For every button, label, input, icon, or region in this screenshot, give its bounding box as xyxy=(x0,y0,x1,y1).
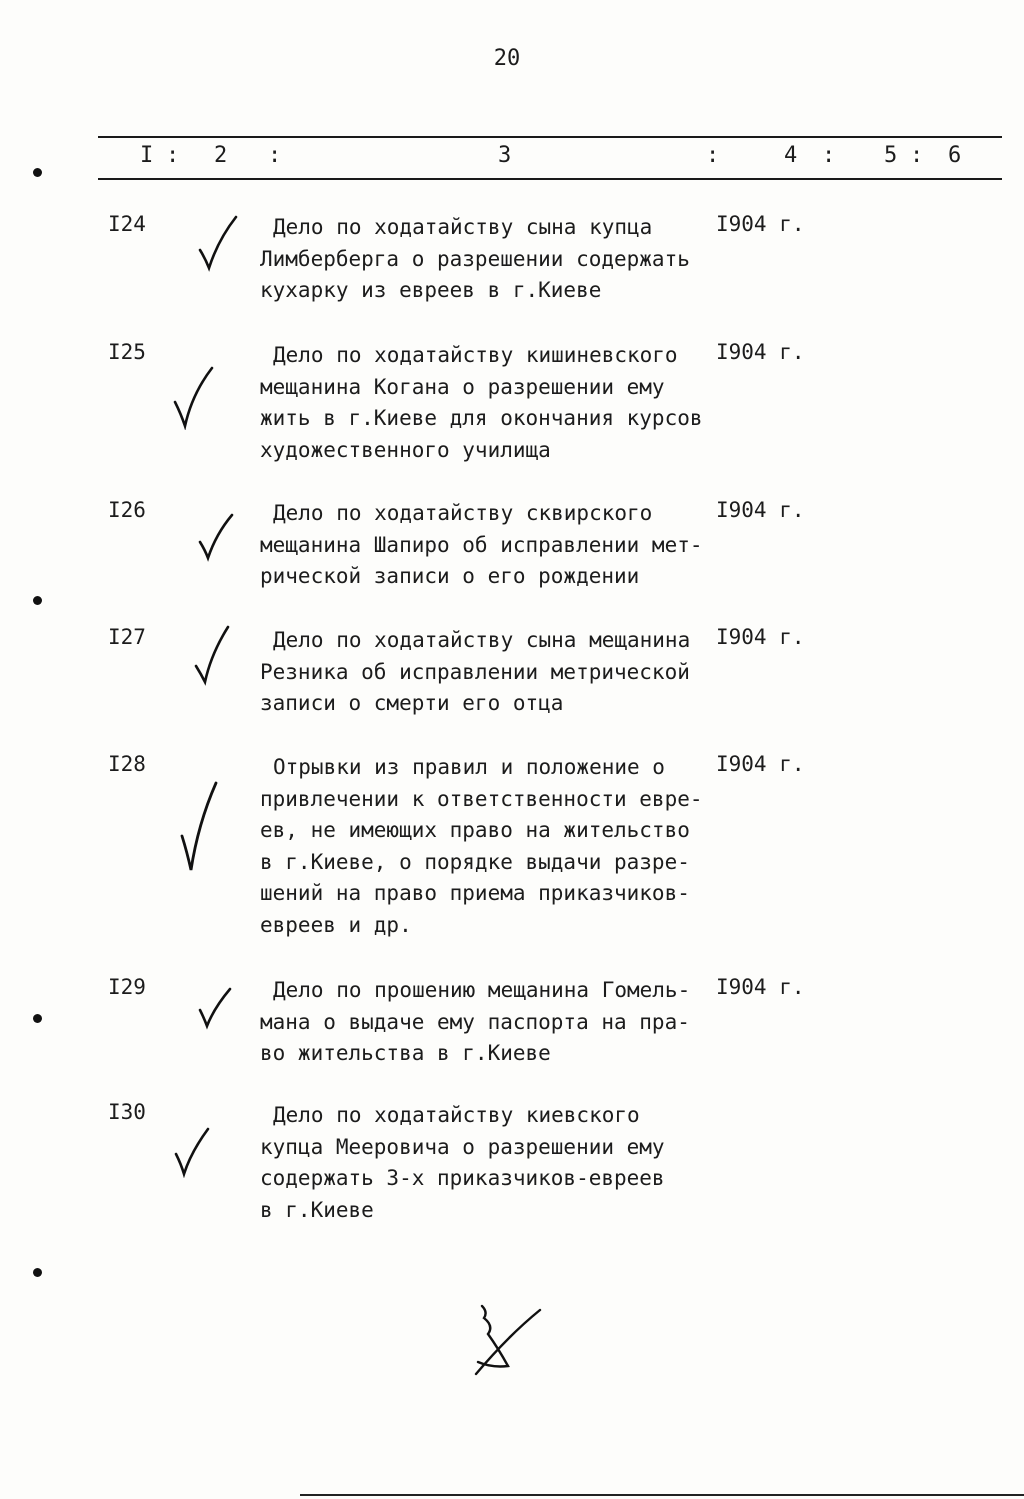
punch-hole xyxy=(33,168,42,177)
entry-year: I904 г. xyxy=(716,340,805,364)
table-top-rule xyxy=(98,136,1002,138)
col-header-3: 3 xyxy=(498,143,512,168)
description-line: Дело по ходатайству сквирского xyxy=(273,501,653,525)
entry-description xyxy=(260,975,710,1070)
col-separator: : xyxy=(706,143,720,168)
entry-number: I28 xyxy=(108,752,146,776)
col-header-1: I xyxy=(140,143,154,168)
checkmark-icon xyxy=(178,780,222,876)
checkmark-icon xyxy=(172,1126,214,1178)
description-line: во жительства в г.Киеве xyxy=(260,1041,551,1065)
description-line: Лимберберга о разрешении содержать xyxy=(260,246,690,271)
description-line: Дело по ходатайству кишиневского xyxy=(273,343,678,367)
entry-description xyxy=(260,498,710,593)
description-line: в г.Киеве xyxy=(260,1197,374,1222)
description-line: содержать 3-х приказчиков-евреев xyxy=(260,1166,665,1190)
entry-description xyxy=(260,212,710,307)
col-header-4: 4 xyxy=(784,143,798,168)
description-line: Дело по прошению мещанина Гомель- xyxy=(273,978,691,1002)
description-line: рической записи о его рождении xyxy=(260,564,640,588)
table-header-rule xyxy=(98,178,1002,180)
entry-year: I904 г. xyxy=(716,975,805,999)
entry-description xyxy=(260,752,710,941)
col-separator: : xyxy=(910,143,924,168)
entry-number: I30 xyxy=(108,1100,146,1124)
description-line: мана о выдаче ему паспорта на пра- xyxy=(260,1009,690,1034)
punch-hole xyxy=(33,1268,42,1277)
checkmark-icon xyxy=(196,214,240,272)
description-line: художественного училища xyxy=(260,437,551,462)
entry-year: I904 г. xyxy=(716,625,805,649)
description-line: мещанина Шапиро об исправлении мет- xyxy=(260,532,703,557)
entry-description xyxy=(260,340,710,466)
column-header-row xyxy=(0,143,1024,175)
entry-description xyxy=(260,625,710,720)
page-number: 20 xyxy=(493,46,521,71)
description-line: мещанина Когана о разрешении ему xyxy=(260,374,665,399)
entry-number: I26 xyxy=(108,498,146,522)
handwritten-mark-icon xyxy=(470,1300,550,1380)
description-line: евреев и др. xyxy=(260,912,412,937)
description-line: ев, не имеющих право на жительство xyxy=(260,818,690,842)
col-separator: : xyxy=(268,143,282,168)
punch-hole xyxy=(33,596,42,605)
entry-year: I904 г. xyxy=(716,752,805,776)
punch-hole xyxy=(33,1014,42,1023)
col-separator: : xyxy=(822,143,836,168)
entry-number: I29 xyxy=(108,975,146,999)
checkmark-icon xyxy=(196,986,236,1030)
entry-year: I904 г. xyxy=(716,212,805,236)
col-header-5: 5 xyxy=(884,143,898,168)
description-line: Дело по ходатайству киевского xyxy=(273,1103,640,1127)
description-line: в г.Киеве, о порядке выдачи разре- xyxy=(260,849,690,874)
checkmark-icon xyxy=(196,512,236,562)
col-header-2: 2 xyxy=(214,143,228,168)
entry-number: I25 xyxy=(108,340,146,364)
description-line: записи о смерти его отца xyxy=(260,691,564,715)
checkmark-icon xyxy=(172,364,216,430)
description-line: шений на право приема приказчиков- xyxy=(260,881,690,905)
description-line: кухарку из евреев в г.Киеве xyxy=(260,278,602,302)
description-line: Резника об исправлении метрической xyxy=(260,659,690,684)
entry-number: I24 xyxy=(108,212,146,236)
description-line: купца Мееровича о разрешении ему xyxy=(260,1134,665,1159)
checkmark-icon xyxy=(192,624,234,686)
description-line: Дело по ходатайству сына мещанина xyxy=(273,628,691,652)
entry-description xyxy=(260,1100,710,1226)
description-line: жить в г.Киеве для окончания курсов xyxy=(260,406,703,430)
col-separator: : xyxy=(166,143,180,168)
col-header-6: 6 xyxy=(948,143,962,168)
entry-year: I904 г. xyxy=(716,498,805,522)
description-line: Отрывки из правил и положение о xyxy=(273,755,665,779)
entry-number: I27 xyxy=(108,625,146,649)
description-line: Дело по ходатайству сына купца xyxy=(273,215,653,239)
page-bottom-edge xyxy=(300,1494,1024,1496)
description-line: привлечении к ответственности евре- xyxy=(260,786,703,811)
